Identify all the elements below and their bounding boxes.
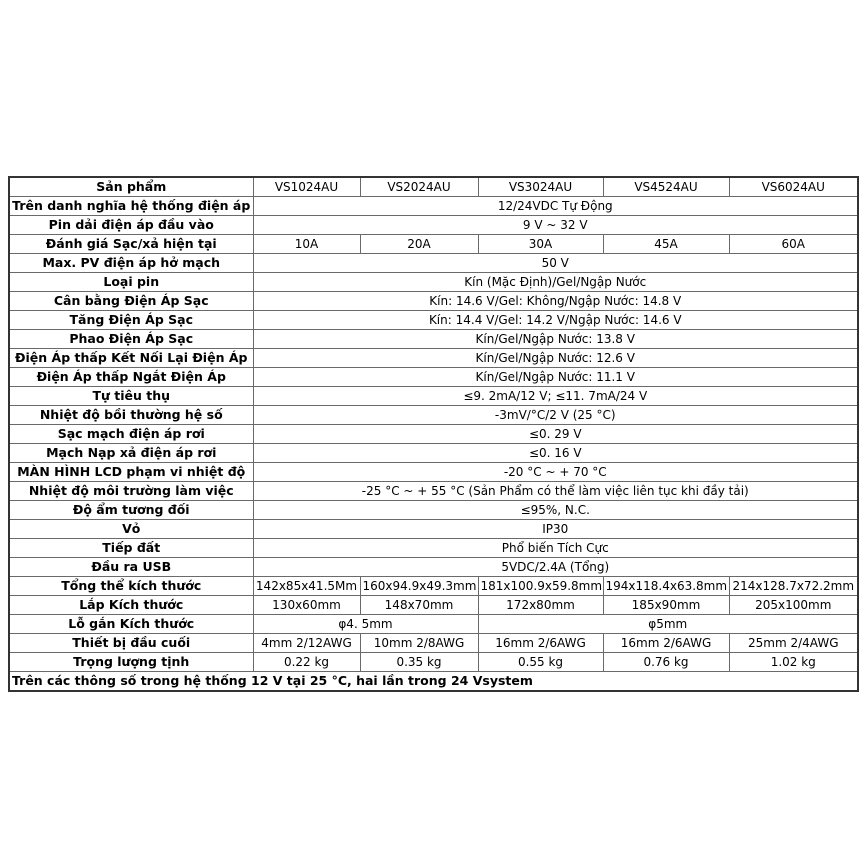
spec-value: 194x118.4x63.8mm: [603, 577, 729, 596]
header-row: [9, 177, 858, 197]
spec-value: Kín (Mặc Định)/Gel/Ngập Nước: [253, 273, 858, 292]
spec-table: [8, 176, 859, 692]
spec-row: [9, 520, 858, 539]
spec-value: Kín: 14.4 V/Gel: 14.2 V/Ngập Nước: 14.6 V: [253, 311, 858, 330]
spec-value: φ5mm: [478, 615, 858, 634]
spec-row: [9, 558, 858, 577]
spec-label: Phao Điện Áp Sạc: [9, 330, 253, 349]
spec-label: Thiết bị đầu cuối: [9, 634, 253, 653]
spec-value: -20 °C ~ + 70 °C: [253, 463, 858, 482]
spec-value: 214x128.7x72.2mm: [729, 577, 858, 596]
spec-value: 10A: [253, 235, 360, 254]
spec-value: 12/24VDC Tự Động: [253, 197, 858, 216]
header-label: Sản phẩm: [9, 177, 253, 197]
spec-label: Đầu ra USB: [9, 558, 253, 577]
spec-value: 5VDC/2.4A (Tổng): [253, 558, 858, 577]
spec-label: Tổng thể kích thước: [9, 577, 253, 596]
spec-row: [9, 577, 858, 596]
spec-row: [9, 482, 858, 501]
spec-label: Loại pin: [9, 273, 253, 292]
spec-value: ≤0. 16 V: [253, 444, 858, 463]
spec-value: 45A: [603, 235, 729, 254]
spec-value: 172x80mm: [478, 596, 603, 615]
header-model: VS1024AU: [253, 177, 360, 197]
spec-value: 9 V ~ 32 V: [253, 216, 858, 235]
spec-value: 4mm 2/12AWG: [253, 634, 360, 653]
spec-value: 0.35 kg: [360, 653, 478, 672]
spec-value: 60A: [729, 235, 858, 254]
spec-value: Kín: 14.6 V/Gel: Không/Ngập Nước: 14.8 V: [253, 292, 858, 311]
spec-row: [9, 634, 858, 653]
spec-value: 30A: [478, 235, 603, 254]
spec-label: Độ ẩm tương đối: [9, 501, 253, 520]
spec-value: 160x94.9x49.3mm: [360, 577, 478, 596]
spec-label: Pin dải điện áp đầu vào: [9, 216, 253, 235]
spec-value: 16mm 2/6AWG: [478, 634, 603, 653]
spec-value: 25mm 2/4AWG: [729, 634, 858, 653]
spec-row: [9, 368, 858, 387]
spec-value: IP30: [253, 520, 858, 539]
spec-row: [9, 254, 858, 273]
spec-label: Trọng lượng tịnh: [9, 653, 253, 672]
spec-label: Nhiệt độ bồi thường hệ số: [9, 406, 253, 425]
spec-row: [9, 406, 858, 425]
spec-value: ≤9. 2mA/12 V; ≤11. 7mA/24 V: [253, 387, 858, 406]
spec-value: -3mV/°C/2 V (25 °C): [253, 406, 858, 425]
spec-label: Trên danh nghĩa hệ thống điện áp: [9, 197, 253, 216]
spec-label: Đánh giá Sạc/xả hiện tại: [9, 235, 253, 254]
spec-label: Mạch Nạp xả điện áp rơi: [9, 444, 253, 463]
spec-value: Phổ biến Tích Cực: [253, 539, 858, 558]
header-model: VS3024AU: [478, 177, 603, 197]
spec-label: Nhiệt độ môi trường làm việc: [9, 482, 253, 501]
spec-value: 185x90mm: [603, 596, 729, 615]
spec-label: Sạc mạch điện áp rơi: [9, 425, 253, 444]
spec-label: Cân bằng Điện Áp Sạc: [9, 292, 253, 311]
spec-value: φ4. 5mm: [253, 615, 478, 634]
spec-row: [9, 235, 858, 254]
spec-label: Tăng Điện Áp Sạc: [9, 311, 253, 330]
spec-value: 148x70mm: [360, 596, 478, 615]
spec-row: [9, 463, 858, 482]
spec-value: 0.22 kg: [253, 653, 360, 672]
spec-value: 0.55 kg: [478, 653, 603, 672]
spec-row: [9, 653, 858, 672]
spec-row: [9, 615, 858, 634]
spec-label: Tự tiêu thụ: [9, 387, 253, 406]
spec-label: Điện Áp thấp Ngắt Điện Áp: [9, 368, 253, 387]
footnote: Trên các thông số trong hệ thống 12 V tại 25 °C, hai lần trong 24 Vsystem: [9, 672, 858, 692]
spec-row: [9, 444, 858, 463]
spec-row: [9, 539, 858, 558]
spec-value: 10mm 2/8AWG: [360, 634, 478, 653]
spec-label: Lỗ gắn Kích thước: [9, 615, 253, 634]
spec-value: ≤95%, N.C.: [253, 501, 858, 520]
spec-value: 20A: [360, 235, 478, 254]
spec-row: [9, 330, 858, 349]
spec-row: [9, 292, 858, 311]
spec-value: Kín/Gel/Ngập Nước: 13.8 V: [253, 330, 858, 349]
spec-value: 181x100.9x59.8mm: [478, 577, 603, 596]
header-model: VS4524AU: [603, 177, 729, 197]
spec-row: [9, 349, 858, 368]
spec-value: Kín/Gel/Ngập Nước: 12.6 V: [253, 349, 858, 368]
spec-label: Tiếp đất: [9, 539, 253, 558]
spec-value: Kín/Gel/Ngập Nước: 11.1 V: [253, 368, 858, 387]
spec-row: [9, 501, 858, 520]
spec-row: [9, 216, 858, 235]
spec-label: Vỏ: [9, 520, 253, 539]
spec-row: [9, 596, 858, 615]
header-model: VS2024AU: [360, 177, 478, 197]
spec-value: 205x100mm: [729, 596, 858, 615]
spec-row: [9, 387, 858, 406]
spec-value: 142x85x41.5Mm: [253, 577, 360, 596]
spec-value: ≤0. 29 V: [253, 425, 858, 444]
spec-label: Điện Áp thấp Kết Nối Lại Điện Áp: [9, 349, 253, 368]
footnote-row: [9, 672, 858, 692]
spec-value: -25 °C ~ + 55 °C (Sản Phẩm có thể làm việc liên tục khi đầy tải): [253, 482, 858, 501]
spec-value: 50 V: [253, 254, 858, 273]
header-model: VS6024AU: [729, 177, 858, 197]
spec-value: 0.76 kg: [603, 653, 729, 672]
spec-row: [9, 273, 858, 292]
spec-label: Lắp Kích thước: [9, 596, 253, 615]
spec-row: [9, 311, 858, 330]
spec-row: [9, 197, 858, 216]
spec-row: [9, 425, 858, 444]
spec-value: 130x60mm: [253, 596, 360, 615]
spec-value: 1.02 kg: [729, 653, 858, 672]
spec-table-body: [9, 177, 858, 691]
spec-value: 16mm 2/6AWG: [603, 634, 729, 653]
spec-label: MÀN HÌNH LCD phạm vi nhiệt độ: [9, 463, 253, 482]
spec-label: Max. PV điện áp hở mạch: [9, 254, 253, 273]
